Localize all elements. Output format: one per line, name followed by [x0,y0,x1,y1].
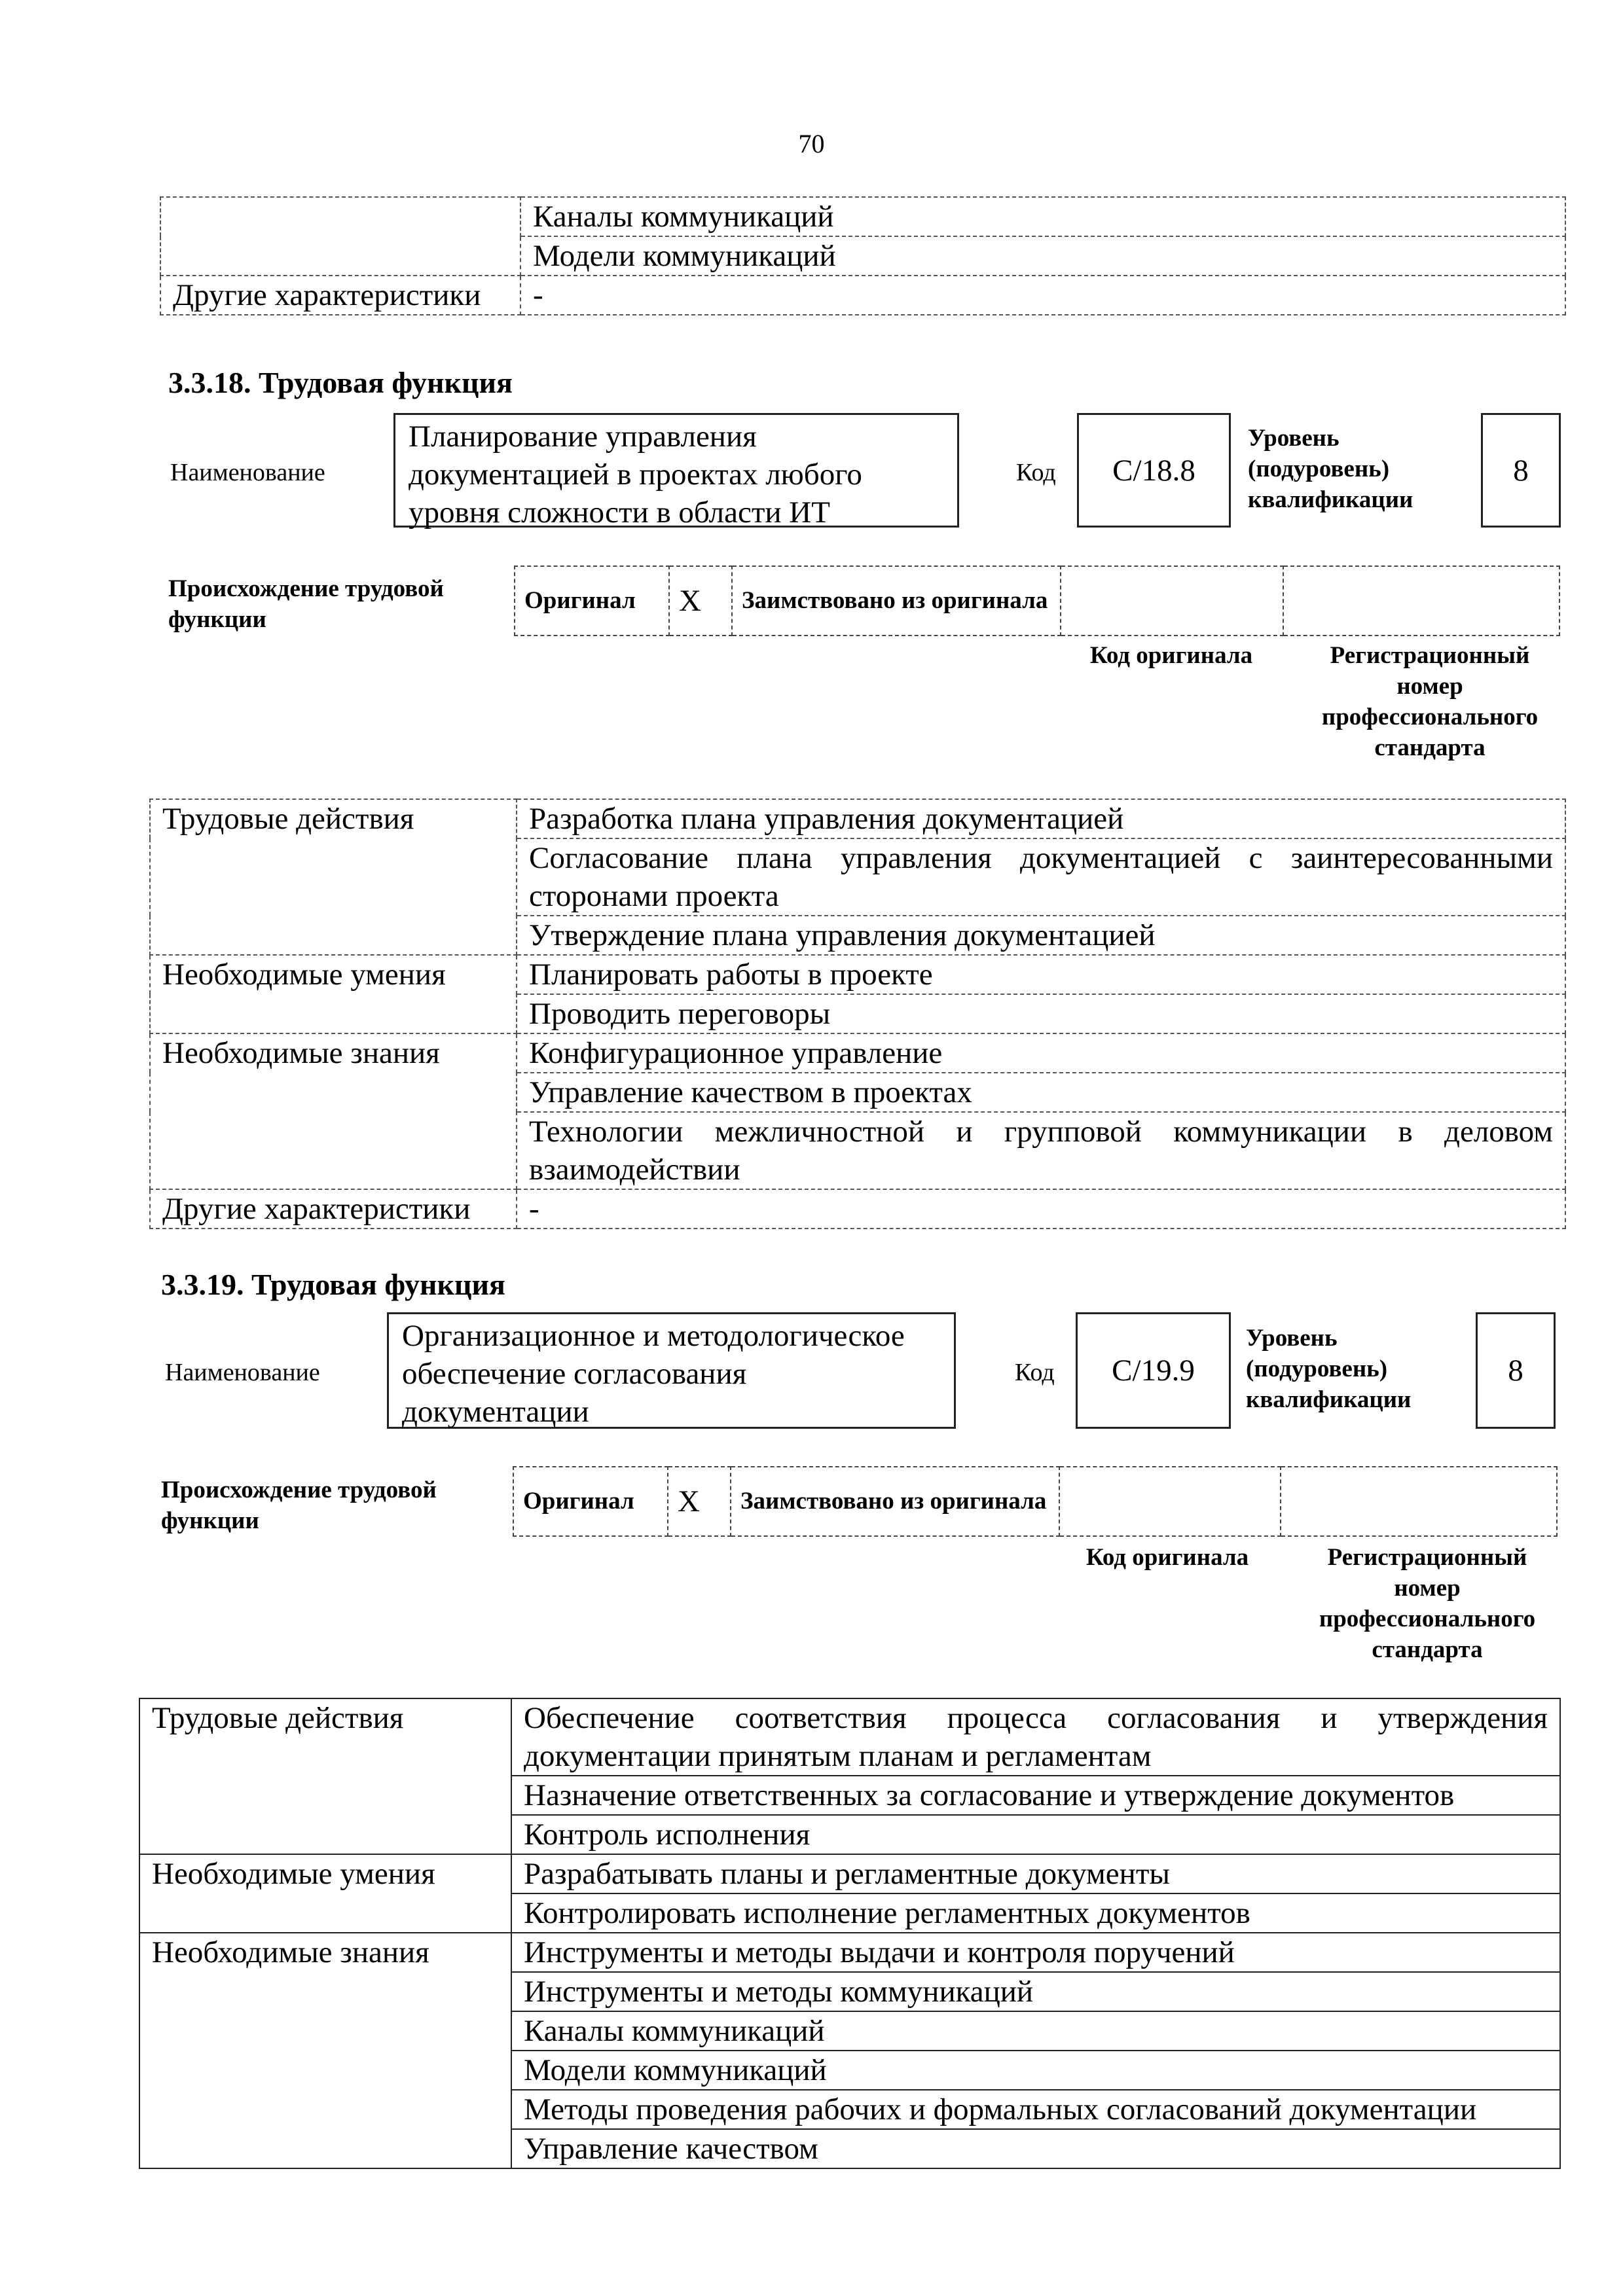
original-code-cell [1059,1467,1281,1536]
origin-label: Происхождение трудовой функции [161,1477,437,1534]
row-label [160,197,520,236]
origin-table [514,565,1560,636]
table-row [150,1189,1565,1229]
list-item: Утверждение плана управления документацией [517,916,1565,955]
list-item: Каналы коммуникаций [511,2011,1560,2051]
name-label: Наименование [170,459,325,486]
list-item: Согласование плана управления документацией с заинтересованными сторонами проекта [517,838,1565,916]
list-item: Контроль исполнения [511,1815,1560,1854]
code-label: Код [1016,459,1056,486]
code-label: Код [1015,1359,1055,1386]
list-item: Методы проведения рабочих и формальных согласований документации [511,2090,1560,2129]
table-row [139,1854,1560,1893]
origin-label: Происхождение трудовой функции [168,575,444,633]
list-item: Планировать работы в проекте [517,955,1565,994]
labor-actions-label: Трудовые действия [150,799,517,955]
origin-original-cell: Оригинал [515,566,669,636]
list-item: Инструменты и методы коммуникаций [511,1972,1560,2011]
section-title: 3.3.19. Трудовая функция [161,1268,505,1301]
reg-number-cell [1283,566,1559,636]
knowledge-label: Необходимые знания [150,1033,517,1189]
row-label: Другие характеристики [160,276,520,315]
list-item: Обеспечение соответствия процесса согласования и утверждения документации принятым планам и регламентам [511,1698,1560,1776]
table-row [160,236,1565,276]
row-value: - [520,276,1565,315]
qualification-level-box: 8 [1481,413,1561,528]
list-item: Конфигурационное управление [517,1033,1565,1073]
reg-number-caption: Регистрационный номер профессионального стандарта [1319,1544,1536,1663]
labor-actions-label: Трудовые действия [139,1698,511,1854]
reg-number-caption: Регистрационный номер профессионального стандарта [1321,642,1539,761]
list-item: Управление качеством в проектах [517,1073,1565,1112]
function-code-box: C/19.9 [1076,1312,1231,1429]
code-original-caption: Код оригинала [1085,1544,1249,1571]
code-original-caption: Код оригинала [1089,642,1253,669]
table-row [139,1933,1560,1972]
other-characteristics-value: - [517,1189,1565,1229]
section-title: 3.3.18. Трудовая функция [168,366,513,399]
qualification-level-label: Уровень (подуровень) квалификации [1246,1325,1412,1413]
row-value: Модели коммуникаций [520,236,1565,276]
list-item: Разрабатывать планы и регламентные документы [511,1854,1560,1893]
knowledge-label: Необходимые знания [139,1933,511,2168]
origin-original-cell: Оригинал [513,1467,668,1536]
table-row [139,1698,1560,1776]
list-item: Контролировать исполнение регламентных документов [511,1893,1560,1933]
list-item: Модели коммуникаций [511,2051,1560,2090]
other-characteristics-label: Другие характеристики [150,1189,517,1229]
table-row [150,955,1565,994]
list-item: Проводить переговоры [517,994,1565,1033]
row-value: Каналы коммуникаций [520,197,1565,236]
table-row [160,197,1565,236]
list-item: Разработка плана управления документацией [517,799,1565,838]
function-code-box: C/18.8 [1077,413,1231,528]
qualification-level-label: Уровень (подуровень) квалификации [1248,425,1413,513]
list-item: Управление качеством [511,2129,1560,2168]
table-row [160,276,1565,315]
origin-table [513,1466,1558,1537]
list-item: Назначение ответственных за согласование и утверждение документов [511,1776,1560,1815]
continuation-table [160,196,1566,315]
function-details-table [139,1698,1561,2169]
origin-borrowed-cell: Заимствовано из оригинала [731,1467,1059,1536]
origin-mark: X [668,1467,731,1536]
table-row [150,1033,1565,1073]
skills-label: Необходимые умения [150,955,517,1033]
list-item: Технологии межличностной и групповой коммуникации в деловом взаимодействии [517,1112,1565,1189]
origin-mark: X [669,566,732,636]
function-name-box: Организационное и методологическое обеспечение согласования документации [387,1312,956,1429]
original-code-cell [1061,566,1283,636]
page-number: 70 [798,129,825,158]
reg-number-cell [1281,1467,1557,1536]
function-name-box: Планирование управления документацией в проектах любого уровня сложности в области ИТ [393,413,959,528]
origin-borrowed-cell: Заимствовано из оригинала [732,566,1061,636]
function-details-table [149,798,1566,1229]
list-item: Инструменты и методы выдачи и контроля поручений [511,1933,1560,1972]
skills-label: Необходимые умения [139,1854,511,1933]
table-row [150,799,1565,838]
row-label [160,236,520,276]
qualification-level-box: 8 [1476,1312,1556,1429]
name-label: Наименование [165,1359,320,1386]
